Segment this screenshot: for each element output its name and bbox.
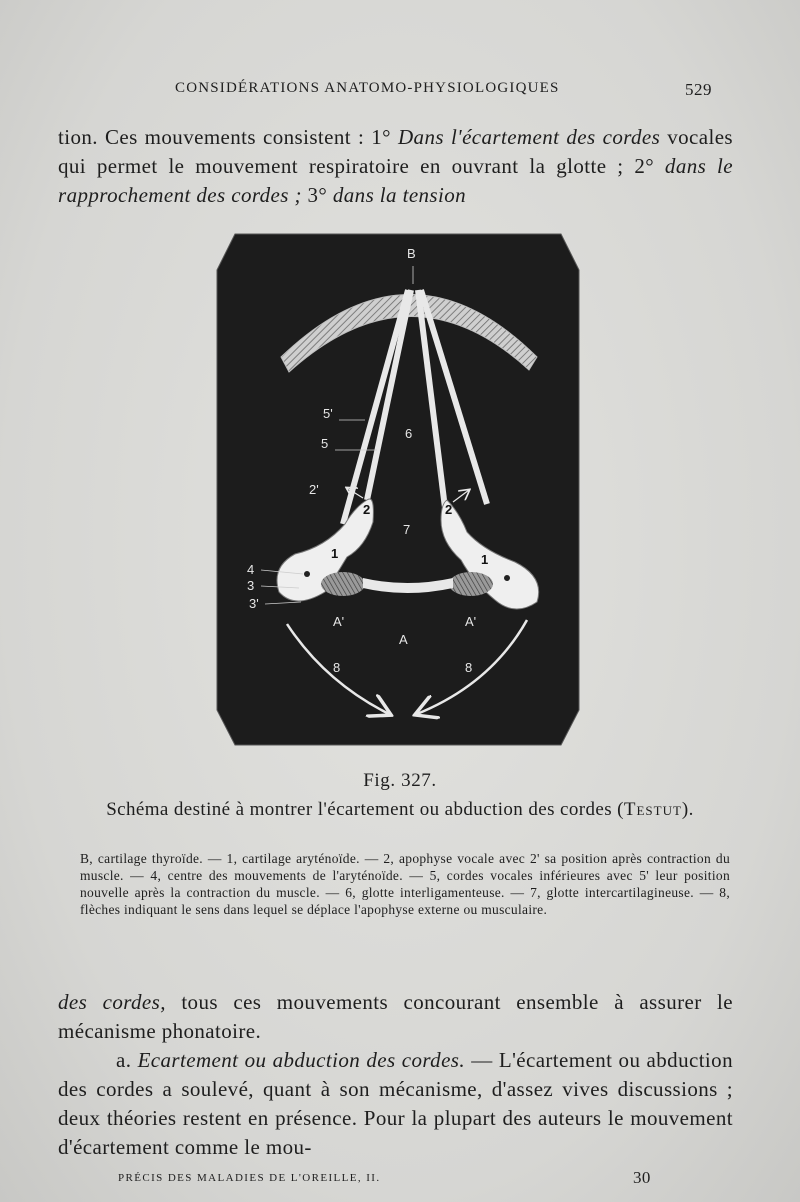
italic-run: des cordes, bbox=[58, 990, 166, 1014]
label-5: 5 bbox=[321, 436, 329, 451]
label-8-right: 8 bbox=[465, 660, 473, 675]
italic-run: dans le rapprochement des cordes ; bbox=[58, 154, 734, 207]
caption-author: Testut bbox=[623, 799, 682, 820]
muscular-process-right bbox=[449, 572, 493, 596]
label-8-left: 8 bbox=[333, 660, 341, 675]
label-4: 4 bbox=[247, 562, 255, 577]
running-title: CONSIDÉRATIONS ANATOMO-PHYSIOLOGIQUES bbox=[175, 80, 560, 96]
label-1-right: 1 bbox=[481, 552, 489, 567]
top-paragraph bbox=[58, 123, 733, 210]
label-5-prime: 5' bbox=[323, 406, 333, 421]
label-A-prime-right: A' bbox=[465, 614, 477, 629]
label-B: B bbox=[407, 246, 416, 261]
label-7: 7 bbox=[403, 522, 411, 537]
text-run: tion. Ces mouvements consistent : 1° bbox=[58, 125, 398, 149]
italic-run: dans la tension bbox=[332, 183, 467, 207]
label-2-prime: 2' bbox=[309, 482, 319, 497]
label-A-prime-left: A' bbox=[333, 614, 345, 629]
label-3-prime: 3' bbox=[249, 596, 259, 611]
page-number: 529 bbox=[685, 80, 712, 99]
caption-text-end: ). bbox=[681, 799, 694, 820]
section-heading: Ecartement ou abduction des cordes. bbox=[137, 1048, 466, 1072]
figure-caption bbox=[100, 798, 700, 822]
book-title: PRÉCIS DES MALADIES DE L'OREILLE, II. bbox=[118, 1172, 381, 1184]
figure-number: Fig. 327. bbox=[363, 770, 437, 791]
label-3: 3 bbox=[247, 578, 255, 593]
text-run: tous ces mouvements concourant ensemble à assurer le mécanisme phonatoire. bbox=[58, 990, 733, 1043]
signature-mark: 30 bbox=[633, 1168, 651, 1187]
figure-legend: B, cartilage thyroïde. — 1, cartilage aryténoïde. — 2, apophyse vocale avec 2' sa position après contraction du muscle. — 4, centre des mouvements de l'aryténoïde. — 5, cordes vocales inférieures avec 5' leur position nouvelle après la contraction du muscle. — 6, glotte interligamenteuse. — 7, glotte intercartilagineuse. — 8, flèches indiquant le sens dans lequel se déplace l'apophyse externe ou musculaire. bbox=[80, 851, 730, 917]
rotation-center-right bbox=[504, 575, 510, 581]
label-2-left: 2 bbox=[363, 502, 371, 517]
text-run: 3° bbox=[301, 183, 333, 207]
italic-run: Dans l'écartement des cordes bbox=[397, 125, 661, 149]
label-1-left: 1 bbox=[331, 546, 339, 561]
label-2-right: 2 bbox=[445, 502, 453, 517]
caption-text: Schéma destiné à montrer l'écartement ou abduction des cordes ( bbox=[106, 799, 624, 820]
text-run: a. bbox=[116, 1048, 138, 1072]
rotation-center-left bbox=[304, 571, 310, 577]
label-A: A bbox=[399, 632, 408, 647]
text-run: vocales qui permet le mouvement respiratoire en ouvrant la glotte ; 2° bbox=[58, 125, 733, 178]
figure-327-diagram bbox=[215, 232, 581, 747]
footer bbox=[118, 1168, 658, 1187]
text-run: — L'écartement ou abduction des cordes a soulevé, quant à son mécanisme, d'assez vives discussions ; deux théories restent en présence. Pour la plupart des auteurs le mouvement d'écartement comme le mou- bbox=[58, 1048, 733, 1159]
bottom-paragraphs bbox=[58, 988, 733, 1162]
label-6: 6 bbox=[405, 426, 413, 441]
muscular-process-left bbox=[321, 572, 365, 596]
